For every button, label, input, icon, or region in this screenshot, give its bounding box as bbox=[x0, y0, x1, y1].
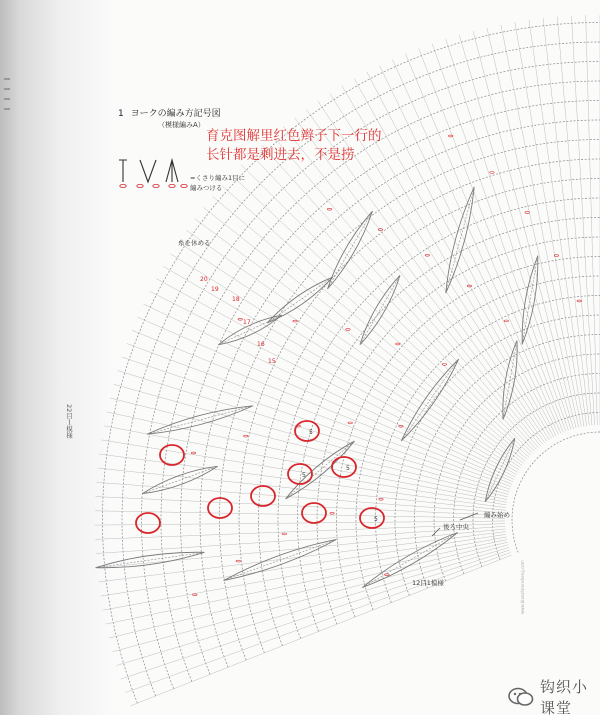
legend-line-1: =くさり編み1目に bbox=[190, 174, 246, 182]
stitch-mark-number: 5 bbox=[302, 472, 306, 479]
stitch-mark-number: 5 bbox=[346, 465, 350, 472]
red-chain-mark bbox=[504, 320, 508, 322]
red-chain-mark bbox=[379, 498, 383, 500]
radial-stitch bbox=[131, 555, 512, 706]
label-side-repeat: 22目１模様 bbox=[65, 404, 73, 439]
highlight-circle bbox=[302, 503, 326, 523]
red-chain-mark bbox=[399, 425, 403, 427]
leaf-motif bbox=[356, 273, 404, 347]
radial-stitch bbox=[156, 279, 516, 475]
title-number: 1 bbox=[118, 109, 124, 119]
page-title bbox=[118, 106, 221, 119]
legend-chain-mark bbox=[137, 184, 143, 187]
legend-symbol-inc bbox=[166, 160, 178, 182]
stitch-mark-number: 5 bbox=[374, 516, 378, 523]
note-line-1: 育克图解里红色辫子下一行的 bbox=[206, 128, 382, 144]
highlight-circle bbox=[251, 486, 275, 506]
radial-stitch bbox=[487, 28, 579, 428]
radial-stitch bbox=[393, 60, 562, 434]
radial-stitch bbox=[529, 20, 587, 426]
radial-stitch bbox=[195, 219, 524, 464]
radial-stitch bbox=[118, 371, 510, 492]
stitch-row bbox=[161, 81, 600, 682]
radial-stitch bbox=[406, 54, 564, 432]
radial-stitch bbox=[212, 196, 527, 459]
leaf-motif bbox=[141, 462, 219, 498]
red-chain-mark bbox=[282, 533, 286, 535]
red-chain-mark bbox=[348, 422, 352, 424]
wechat-icon bbox=[508, 687, 534, 707]
radial-stitch bbox=[122, 357, 510, 489]
highlight-circle bbox=[332, 457, 356, 477]
row-number: 15 bbox=[268, 358, 276, 365]
red-chain-mark bbox=[577, 300, 581, 302]
legend-chain-mark bbox=[181, 184, 187, 187]
leaf-motif bbox=[95, 548, 205, 572]
radial-stitch bbox=[150, 291, 516, 477]
radial-stitch bbox=[295, 118, 543, 445]
radial-stitch bbox=[121, 550, 510, 679]
row-number: 19 bbox=[211, 286, 219, 293]
radial-stitch bbox=[125, 553, 510, 693]
source-url: www.bianzhirensheng.com bbox=[520, 560, 525, 614]
legend-symbol-dec bbox=[140, 160, 156, 182]
radial-stitch bbox=[96, 482, 505, 513]
red-chain-mark bbox=[293, 320, 297, 322]
back-center-arrow bbox=[432, 528, 440, 536]
radial-stitch bbox=[241, 165, 532, 454]
red-chain-mark bbox=[378, 229, 382, 231]
highlight-circle bbox=[136, 513, 160, 533]
note-line-2: 长针都是剩进去，不是捞 bbox=[206, 147, 355, 163]
red-chain-mark bbox=[327, 208, 331, 210]
leaf-motif bbox=[146, 401, 255, 438]
label-start: 編み始め bbox=[484, 511, 510, 519]
legend-line-2: 編みつける bbox=[190, 184, 223, 192]
radial-stitch bbox=[572, 16, 595, 425]
row-number: 20 bbox=[200, 276, 208, 283]
red-chain-mark bbox=[236, 560, 240, 562]
radial-stitch bbox=[144, 304, 515, 479]
red-chain-mark bbox=[330, 512, 334, 514]
label-pattern-repeat: 12目1模様 bbox=[412, 579, 444, 587]
highlight-circle bbox=[160, 445, 184, 465]
red-chain-mark bbox=[467, 285, 471, 287]
legend-chain-mark bbox=[120, 184, 126, 187]
annotation-note bbox=[206, 127, 426, 165]
row-number: 18 bbox=[232, 296, 240, 303]
watermark bbox=[508, 676, 600, 718]
radial-stitch bbox=[163, 266, 518, 472]
watermark-text: 钩织小课堂 bbox=[540, 678, 589, 717]
red-chain-mark bbox=[490, 172, 494, 174]
red-chain-mark bbox=[193, 594, 197, 596]
radial-stitch bbox=[186, 230, 522, 465]
red-chain-mark bbox=[244, 435, 248, 437]
red-chain-mark bbox=[238, 318, 242, 320]
radial-stitch bbox=[109, 542, 508, 638]
legend-chain-mark bbox=[169, 184, 175, 187]
leaf-motif bbox=[481, 436, 519, 503]
radial-stitch bbox=[557, 17, 592, 426]
radial-stitch bbox=[107, 412, 508, 500]
legend-chain-mark bbox=[153, 184, 159, 187]
radial-stitch bbox=[132, 330, 512, 484]
label-thread-rest: 糸を休める bbox=[178, 239, 211, 247]
red-chain-mark bbox=[191, 452, 195, 454]
radial-stitch bbox=[116, 547, 509, 665]
red-chain-mark bbox=[425, 254, 429, 256]
page-subtitle: （模様編みA） bbox=[158, 121, 205, 129]
radial-stitch bbox=[178, 242, 520, 468]
radial-stitch bbox=[586, 15, 598, 425]
legend-note bbox=[190, 173, 245, 193]
row-number: 16 bbox=[257, 341, 265, 348]
radial-stitch bbox=[222, 186, 529, 458]
radial-stitch bbox=[106, 540, 507, 625]
highlight-circle bbox=[360, 508, 384, 528]
red-chain-mark bbox=[385, 574, 389, 576]
title-text: ヨークの編み方記号図 bbox=[130, 109, 221, 119]
label-back-center: 後ろ中央 bbox=[443, 523, 469, 531]
red-chain-mark bbox=[346, 329, 350, 331]
radial-stitch bbox=[273, 136, 539, 448]
red-chain-mark bbox=[525, 212, 529, 214]
radial-stitch bbox=[251, 155, 534, 452]
stitch-mark-number: 5 bbox=[309, 429, 313, 436]
red-chain-mark bbox=[396, 343, 400, 345]
row-number: 17 bbox=[243, 319, 251, 326]
radial-stitch bbox=[262, 145, 537, 450]
